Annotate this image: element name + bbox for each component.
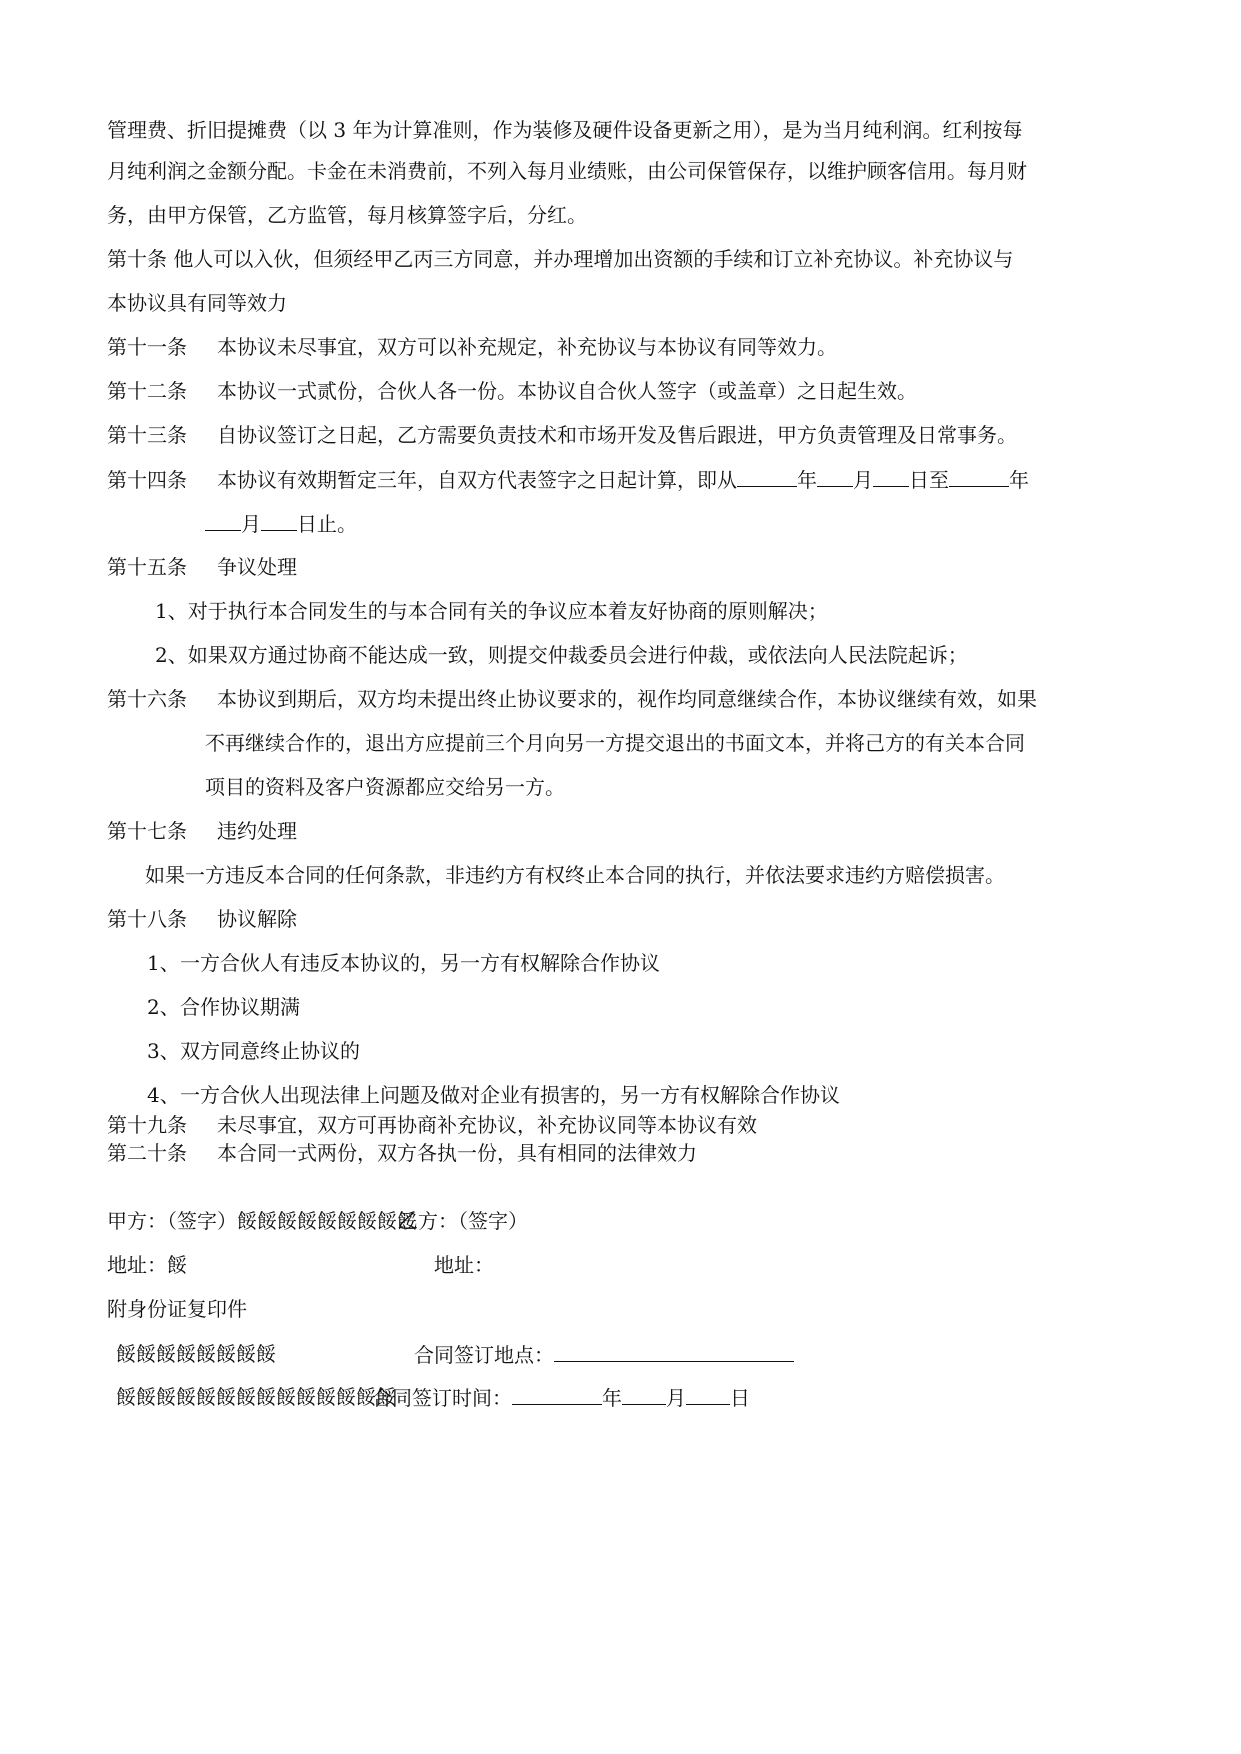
sign-place bbox=[414, 1341, 794, 1368]
article-18-item-2 bbox=[147, 994, 300, 1020]
article-10-line-2: 本协议具有同等效力 bbox=[107, 291, 287, 315]
article-12-text: 本协议一式贰份，合伙人各一份。本协议自合伙人签字（或盖章）之日起生效。 bbox=[217, 379, 917, 403]
blank-end-day bbox=[261, 510, 297, 531]
article-12 bbox=[107, 378, 917, 404]
article-15-item-2: 2、如果双方通过协商不能达成一致，则提交仲裁委员会进行仲裁，或依法向人民法院起诉； bbox=[155, 643, 968, 667]
sign-day-blank bbox=[686, 1384, 730, 1405]
article-12-label: 第十二条 bbox=[107, 379, 187, 403]
blank-start-year bbox=[737, 466, 797, 487]
article-16-line-1 bbox=[107, 686, 1037, 712]
article-19-text: 未尽事宜，双方可再协商补充协议，补充协议同等本协议有效 bbox=[217, 1113, 757, 1137]
sign-month-label: 月 bbox=[666, 1386, 686, 1410]
article-15-text: 争议处理 bbox=[217, 555, 297, 579]
article-17 bbox=[107, 818, 297, 844]
blank-end-year bbox=[949, 466, 1009, 487]
article-19 bbox=[107, 1112, 757, 1138]
item-number: 1、 bbox=[147, 951, 180, 975]
article-17-text: 违约处理 bbox=[217, 819, 297, 843]
label-day-to: 日至 bbox=[909, 468, 949, 492]
article-10-line-1: 第十条 他人可以入伙，但须经甲乙丙三方同意，并办理增加出资额的手续和订立补充协议。补充协议与 bbox=[107, 247, 1014, 271]
sign-year-label: 年 bbox=[602, 1386, 622, 1410]
party-b-signature: 乙方：（签字） bbox=[398, 1209, 528, 1233]
item-text: 合作协议期满 bbox=[180, 995, 300, 1019]
article-18-item-4 bbox=[147, 1082, 840, 1108]
article-11 bbox=[107, 334, 837, 360]
sign-place-label: 合同签订地点： bbox=[414, 1343, 554, 1367]
article-9-line-3: 务，由甲方保管，乙方监管，每月核算签字后，分红。 bbox=[107, 203, 587, 227]
party-a-signature: 甲方：（签字）餒餒餒餒餒餒餒餒餒 bbox=[107, 1209, 417, 1233]
article-20-text: 本合同一式两份，双方各执一份，具有相同的法律效力 bbox=[217, 1141, 697, 1165]
label-end: 日止。 bbox=[297, 512, 357, 536]
label-month: 月 bbox=[853, 468, 873, 492]
sign-month-blank bbox=[622, 1384, 666, 1405]
article-20-label: 第二十条 bbox=[107, 1141, 187, 1165]
article-11-label: 第十一条 bbox=[107, 335, 187, 359]
item-number: 3、 bbox=[147, 1039, 180, 1063]
party-b-address: 地址： bbox=[434, 1253, 494, 1277]
item-number: 2、 bbox=[147, 995, 180, 1019]
article-15-label: 第十五条 bbox=[107, 555, 187, 579]
item-number: 4、 bbox=[147, 1083, 180, 1107]
article-18-label: 第十八条 bbox=[107, 907, 187, 931]
article-13-text: 自协议签订之日起，乙方需要负责技术和市场开发及售后跟进，甲方负责管理及日常事务。 bbox=[217, 423, 1017, 447]
article-13 bbox=[107, 422, 1017, 448]
item-text: 一方合伙人有违反本协议的，另一方有权解除合作协议 bbox=[180, 951, 660, 975]
sign-place-blank bbox=[554, 1341, 794, 1362]
article-16-text-1: 本协议到期后，双方均未提出终止协议要求的，视作均同意继续合作，本协议继续有效，如果 bbox=[217, 687, 1037, 711]
article-14-label: 第十四条 bbox=[107, 468, 187, 492]
id-copy-note: 附身份证复印件 bbox=[107, 1297, 247, 1321]
article-18-text: 协议解除 bbox=[217, 907, 297, 931]
article-16-label: 第十六条 bbox=[107, 687, 187, 711]
article-9-line-1: 管理费、折旧提摊费（以 3 年为计算准则，作为装修及硬件设备更新之用），是为当月纯利润。红利按每 bbox=[107, 118, 1023, 142]
article-14-line-1 bbox=[107, 466, 1029, 493]
article-17-body: 如果一方违反本合同的任何条款，非违约方有权终止本合同的执行，并依法要求违约方赔偿损害。 bbox=[145, 863, 1005, 887]
article-15 bbox=[107, 554, 297, 580]
sign-time bbox=[372, 1384, 750, 1411]
item-text: 双方同意终止协议的 bbox=[180, 1039, 360, 1063]
sign-year-blank bbox=[512, 1384, 602, 1405]
article-9-line-2: 月纯利润之金额分配。卡金在未消费前，不列入每月业绩账，由公司保管保存，以维护顾客信用。每月财 bbox=[107, 159, 1027, 183]
article-18-item-1 bbox=[147, 950, 660, 976]
article-18-item-3 bbox=[147, 1038, 360, 1064]
party-a-address: 地址：餒 bbox=[107, 1253, 187, 1277]
article-15-item-1: 1、对于执行本合同发生的与本合同有关的争议应本着友好协商的原则解决； bbox=[155, 599, 828, 623]
label-year-2: 年 bbox=[1009, 468, 1029, 492]
article-14-line-2 bbox=[205, 510, 357, 537]
blank-start-month bbox=[817, 466, 853, 487]
item-text: 一方合伙人出现法律上问题及做对企业有损害的，另一方有权解除合作协议 bbox=[180, 1083, 840, 1107]
article-16-line-2: 不再继续合作的，退出方应提前三个月向另一方提交退出的书面文本，并将己方的有关本合同 bbox=[205, 731, 1025, 755]
sign-time-label: 合同签订时间： bbox=[372, 1386, 512, 1410]
article-14-text: 本协议有效期暂定三年，自双方代表签字之日起计算，即从 bbox=[217, 468, 737, 492]
blank-end-month bbox=[205, 510, 241, 531]
article-11-text: 本协议未尽事宜，双方可以补充规定，补充协议与本协议有同等效力。 bbox=[217, 335, 837, 359]
article-16-line-3: 项目的资料及客户资源都应交给另一方。 bbox=[205, 775, 565, 799]
article-17-label: 第十七条 bbox=[107, 819, 187, 843]
blank-start-day bbox=[873, 466, 909, 487]
label-year: 年 bbox=[797, 468, 817, 492]
article-13-label: 第十三条 bbox=[107, 423, 187, 447]
filler-text-1: 餒餒餒餒餒餒餒餒 bbox=[116, 1342, 276, 1366]
article-19-label: 第十九条 bbox=[107, 1113, 187, 1137]
filler-text-2: 餒餒餒餒餒餒餒餒餒餒餒餒餒餒 bbox=[116, 1385, 396, 1409]
article-18 bbox=[107, 906, 297, 932]
label-month-2: 月 bbox=[241, 512, 261, 536]
article-20 bbox=[107, 1140, 697, 1166]
sign-day-label: 日 bbox=[730, 1386, 750, 1410]
